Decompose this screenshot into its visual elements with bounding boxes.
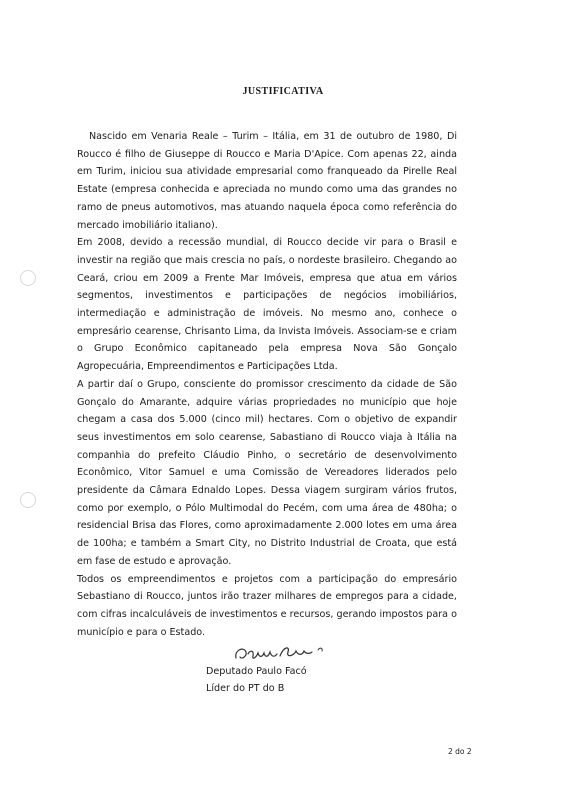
scan-hole-mark <box>20 270 36 286</box>
signatory-name: Deputado Paulo Facó <box>206 666 307 677</box>
paragraph: Nascido em Venaria Reale – Turim – Itália, em 31 de outubro de 1980, Di Roucco é filho de Giuseppe di Roucco e Maria D'Apice. Com apenas 22, ainda em Turim, iniciou sua atividade empresarial como franqueado da Pirelle Real Estate (empresa conhecida e apreciada no mundo como uma das grandes no ramo de pneus automotivos, mas atuando naquela época como referência do mercado imobiliário italiano). <box>77 131 457 231</box>
paragraph: Todos os empreendimentos e projetos com a participação do empresário Sebastiano di Roucco, juntos irão trazer milhares de empregos para a cidade, com cifras incalculáveis de investimentos e recursos, gerando impostos para o município e para o Estado. <box>77 573 457 638</box>
document-body <box>77 128 457 641</box>
signatory-role: Líder do PT do B <box>206 683 285 694</box>
paragraph: A partir daí o Grupo, consciente do promissor crescimento da cidade de São Gonçalo do Amarante, adquire várias propriedades no município que hoje chegam a casa dos 5.000 (cinco mil) hectares. Com o objetivo de expandir seus investimentos em solo cearense, Sabastiano di Roucco viaja à Itália na companhia do prefeito Cláudio Pinho, o secretário de desenvolvimento Econômico, Vitor Samuel e uma Comissão de Vereadores liderados pelo presidente da Câmara Ednaldo Lopes. Dessa viagem surgiram vários frutos, como por exemplo, o Pólo Multimodal do Pecém, com uma área de 480ha; o residencial Brisa das Flores, como aproximadamente 2.000 lotes em uma área de 100ha; e também a Smart City, no Distrito Industrial de Croata, que está em fase de estudo e aprovação. <box>77 378 457 567</box>
page-number: 2 do 2 <box>448 747 472 756</box>
paragraph: Em 2008, devido a recessão mundial, di Roucco decide vir para o Brasil e investir na região que mais crescia no país, o nordeste brasileiro. Chegando ao Ceará, criou em 2009 a Frente Mar Imóveis, empresa que atua em vários segmentos, investimentos e participações de negócios imobiliários, intermediação e administração de imóveis. No mesmo ano, conhece o empresário cearense, Chrisanto Lima, da Invista Imóveis. Associam-se e criam o Grupo Econômico capitaneado pela empresa Nova São Gonçalo Agropecuária, Empreendimentos e Participações Ltda. <box>77 237 457 373</box>
document-title: JUSTIFICATIVA <box>242 86 324 97</box>
scan-hole-mark <box>20 492 36 508</box>
handwritten-signature <box>230 640 350 668</box>
